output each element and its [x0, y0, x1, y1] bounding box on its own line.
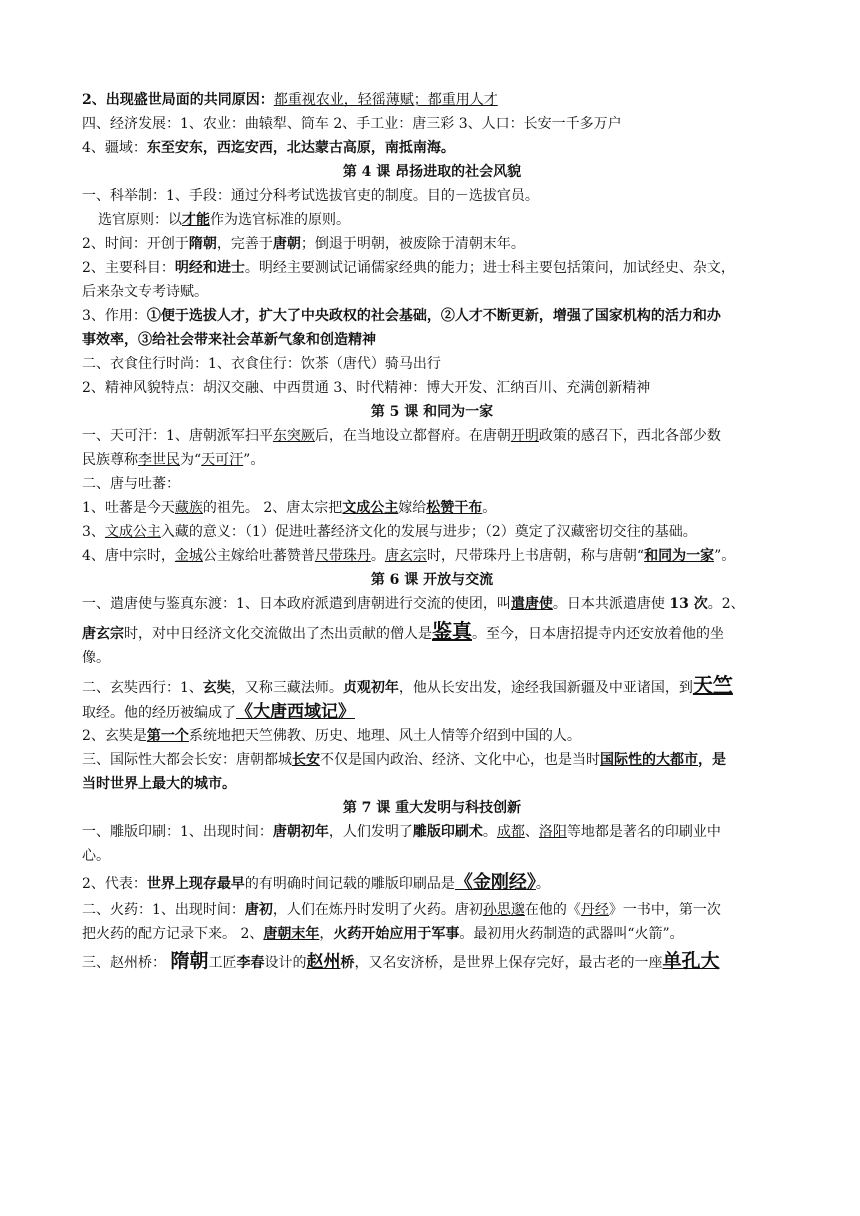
text-segment: 、 — [524, 824, 539, 840]
text-segment: 玄奘 — [202, 680, 231, 696]
text-segment: 作为选官标准的原则。 — [210, 212, 350, 228]
text-segment: 单孔大 — [662, 950, 720, 972]
text-segment: 不仅是国内政治、经济、文化中心，也是当时 — [320, 752, 600, 768]
text-segment: 文成公主 — [342, 500, 399, 516]
text-line — [82, 946, 782, 976]
text-line — [82, 646, 782, 670]
text-segment: 火药开始应用于军事 — [333, 926, 460, 942]
lesson-heading — [82, 160, 782, 184]
text-segment: ，完善于 — [216, 236, 273, 252]
text-segment: 民族尊称 — [82, 452, 138, 468]
text-segment: 藏族 — [174, 500, 203, 516]
document-page — [82, 88, 782, 976]
text-segment: 第 4 课 昂扬进取的社会风貌 — [342, 164, 522, 180]
text-segment: 桥 — [340, 955, 355, 971]
text-segment: ”。 — [714, 548, 736, 564]
text-line — [82, 520, 782, 544]
text-segment: 唐玄宗 — [384, 548, 427, 564]
text-segment: 李世民 — [138, 452, 180, 468]
text-segment: 尺带珠丹 — [314, 548, 371, 564]
text-line — [82, 136, 782, 160]
text-segment: 二、唐与吐蕃： — [82, 476, 180, 492]
text-segment: ，又称三藏法师。 — [230, 680, 343, 696]
text-segment: ，又名安济桥，是世界上保存完好，最古老的一座 — [354, 955, 663, 971]
text-segment: 设计的 — [264, 955, 307, 971]
text-line — [82, 700, 782, 724]
text-segment: ， — [319, 926, 334, 942]
text-line — [82, 772, 782, 796]
text-segment: 入藏的意义：（1）促进吐蕃经济文化的发展与进步；（2）奠定了汉藏密切交往的基础。 — [160, 524, 697, 540]
text-segment: 取经。他的经历被编成了 — [82, 705, 236, 721]
text-segment: 东突厥 — [272, 428, 315, 444]
text-segment: 二、玄奘西行：1、 — [82, 680, 203, 696]
text-segment: 雕版印刷术 — [412, 824, 483, 840]
text-segment: 》一书中，第一次 — [608, 902, 721, 918]
text-line — [82, 112, 782, 136]
text-segment: 《大唐西域记》 — [236, 702, 355, 722]
text-line — [82, 256, 782, 280]
text-segment: 三、国际性大都会长安：唐朝都城 — [82, 752, 292, 768]
text-line — [82, 922, 782, 946]
text-segment: 《金刚经》 — [454, 872, 536, 893]
text-segment: 2、精神风貌特点：胡汉交融、中西贯通 3、时代精神：博大开发、汇纳百川、充满创新精神 — [82, 380, 651, 396]
text-segment: 四、经济发展：1、农业：曲辕犁、筒车 2、手工业：唐三彩 3、人口：长安一千多万户 — [82, 116, 622, 132]
text-segment: 的祖先。 2、唐太宗把 — [202, 500, 343, 516]
text-segment: 一、遣唐使与鉴真东渡：1、日本政府派遣到唐朝进行交流的使团，叫 — [82, 596, 511, 612]
text-segment: 第 5 课 和同为一家 — [370, 404, 494, 420]
text-segment: 3、 — [82, 524, 105, 540]
text-segment: 政策的感召下，西北各部少数 — [538, 428, 721, 444]
text-line — [82, 376, 782, 400]
text-segment: 时，对中日经济文化交流做出了杰出贡献的僧人是 — [124, 626, 432, 642]
text-segment: 贞观初年 — [342, 680, 399, 696]
text-segment: 13 次 — [669, 596, 708, 612]
text-segment: 才能 — [182, 212, 210, 228]
text-segment: 。 — [535, 876, 550, 892]
text-segment: 鉴真 — [432, 619, 472, 643]
text-segment: 当时世界上最大的城市。 — [82, 776, 236, 792]
text-segment: 2、代表： — [82, 876, 147, 892]
text-segment: 事效率，③给社会带来社会革新气象和创造精神 — [82, 332, 376, 348]
text-line — [82, 352, 782, 376]
text-segment: 都重视农业，轻徭薄赋；都重用人才 — [273, 92, 498, 108]
text-line — [82, 616, 782, 646]
text-segment: 时，尺带珠丹上书唐朝，称与唐朝“ — [426, 548, 645, 564]
text-segment: ，人们发明了 — [328, 824, 413, 840]
text-line — [82, 724, 782, 748]
text-segment: 三、赵州桥： — [82, 955, 171, 971]
text-segment: 天竺 — [692, 673, 733, 697]
text-segment: 一、雕版印刷：1、出现时间： — [82, 824, 273, 840]
text-line — [82, 472, 782, 496]
text-segment: 二、火药：1、出现时间： — [82, 902, 245, 918]
text-segment: 第 6 课 开放与交流 — [370, 572, 494, 588]
text-segment: 唐初 — [244, 902, 273, 918]
text-line — [82, 208, 782, 232]
text-segment: 隋朝 — [170, 950, 209, 972]
text-line — [82, 88, 782, 112]
text-segment: 孙思邈 — [482, 902, 525, 918]
text-segment: 二、衣食住行时尚：1、衣食住行：饮茶（唐代）骑马出行 — [82, 356, 441, 372]
text-segment: 唐朝 — [272, 236, 301, 252]
text-segment: ①便于选拔人才，扩大了中央政权的社会基础，②人才不断更新，增强了国家机构的活力和办 — [146, 308, 721, 324]
text-line — [82, 280, 782, 304]
text-segment: 松赞干布 — [426, 500, 483, 516]
text-line — [82, 670, 782, 700]
text-segment: 世界上现存最早 — [146, 876, 245, 892]
text-segment: 金城 — [174, 548, 203, 564]
lesson-heading — [82, 400, 782, 424]
text-segment: ”。 — [243, 452, 265, 468]
text-line — [82, 748, 782, 772]
text-line — [82, 184, 782, 208]
text-segment: 遣唐使 — [510, 596, 553, 612]
text-segment: 。 — [482, 824, 497, 840]
text-segment: 。至今，日本唐招提寺内还安放着他的坐 — [472, 626, 724, 642]
text-line — [82, 592, 782, 616]
text-segment: 明经和进士 — [174, 260, 245, 276]
text-line — [82, 844, 782, 868]
text-segment: 把火药的配方记录下来。 2、 — [82, 926, 264, 942]
lesson-heading — [82, 568, 782, 592]
text-segment: 等地都是著名的印刷业中 — [566, 824, 721, 840]
text-segment: 2、时间：开创于 — [82, 236, 189, 252]
text-segment: 东至安东，西迄安西，北达蒙古高原，南抵南海。 — [146, 140, 455, 156]
text-line — [82, 868, 782, 898]
text-segment: 唐朝初年 — [272, 824, 329, 840]
text-segment: 3、作用： — [82, 308, 147, 324]
text-segment: 2、出现盛世局面的共同原因： — [82, 92, 274, 108]
text-segment: 赵州 — [306, 952, 341, 972]
text-line — [82, 304, 782, 328]
text-segment: 在他的《 — [524, 902, 581, 918]
text-segment: 。 — [370, 548, 385, 564]
text-segment: ，是 — [698, 752, 726, 768]
text-segment: 第 7 课 重大发明与科技创新 — [342, 800, 522, 816]
text-segment: 和同为一家 — [644, 548, 715, 564]
text-segment: 嫁给 — [398, 500, 427, 516]
text-line — [82, 820, 782, 844]
text-segment: 李春 — [236, 955, 265, 971]
text-line — [82, 448, 782, 472]
text-line — [82, 496, 782, 520]
text-segment: 后来杂文专考诗赋。 — [82, 284, 208, 300]
text-segment: 唐玄宗 — [82, 626, 124, 642]
text-segment: 。最初用火药制造的武器叫“火箭”。 — [459, 926, 684, 942]
text-segment: 隋朝 — [188, 236, 217, 252]
text-segment: 洛阳 — [538, 824, 567, 840]
text-line — [82, 898, 782, 922]
text-segment: 。明经主要测试记诵儒家经典的能力；进士科主要包括策问，加试经史、杂文， — [244, 260, 735, 276]
text-segment: 4、疆域： — [82, 140, 147, 156]
text-segment: 成都 — [496, 824, 525, 840]
lesson-heading — [82, 796, 782, 820]
text-segment: 丹经 — [580, 902, 609, 918]
text-segment: 公主嫁给吐蕃赞普 — [202, 548, 315, 564]
text-segment: 第一个 — [146, 728, 189, 744]
text-segment: 2、主要科目： — [82, 260, 175, 276]
text-segment: 一、天可汗：1、唐朝派军扫平 — [82, 428, 273, 444]
text-segment: ，人们在炼丹时发明了火药。唐初 — [272, 902, 483, 918]
text-segment: ；倒退于明朝，被废除于清朝末年。 — [300, 236, 525, 252]
text-segment: 1、吐蕃是今天 — [82, 500, 175, 516]
text-segment: 。2、 — [707, 596, 745, 612]
text-segment: 。 — [482, 500, 497, 516]
text-line — [82, 424, 782, 448]
text-segment: 唐朝末年 — [263, 926, 320, 942]
text-segment: 。日本共派遣唐使 — [552, 596, 670, 612]
text-segment: 的有明确时间记载的雕版印刷品是 — [244, 876, 455, 892]
text-segment: 2、玄奘是 — [82, 728, 147, 744]
text-segment: 像。 — [82, 650, 110, 666]
text-line — [82, 544, 782, 568]
text-segment: 系统地把天竺佛教、历史、地理、风土人情等介绍到中国的人。 — [188, 728, 581, 744]
text-segment: 长安 — [292, 752, 320, 768]
text-segment: 选官原则：以 — [98, 212, 182, 228]
text-segment: 一、科举制：1、手段：通过分科考试选拔官吏的制度。目的－选拔官员。 — [82, 188, 539, 204]
text-segment: 国际性的大都市 — [600, 752, 698, 768]
text-segment: 天可汗 — [201, 452, 244, 468]
text-line — [82, 232, 782, 256]
text-segment: 4、唐中宗时， — [82, 548, 175, 564]
text-segment: 文成公主 — [104, 524, 161, 540]
text-segment: 为“ — [180, 452, 202, 468]
text-segment: 心。 — [82, 848, 110, 864]
text-segment: 后，在当地设立都督府。在唐朝 — [314, 428, 511, 444]
text-segment: 工匠 — [208, 955, 237, 971]
text-segment: 开明 — [510, 428, 539, 444]
text-line — [82, 328, 782, 352]
text-segment: ，他从长安出发，途经我国新疆及中亚诸国，到 — [398, 680, 693, 696]
